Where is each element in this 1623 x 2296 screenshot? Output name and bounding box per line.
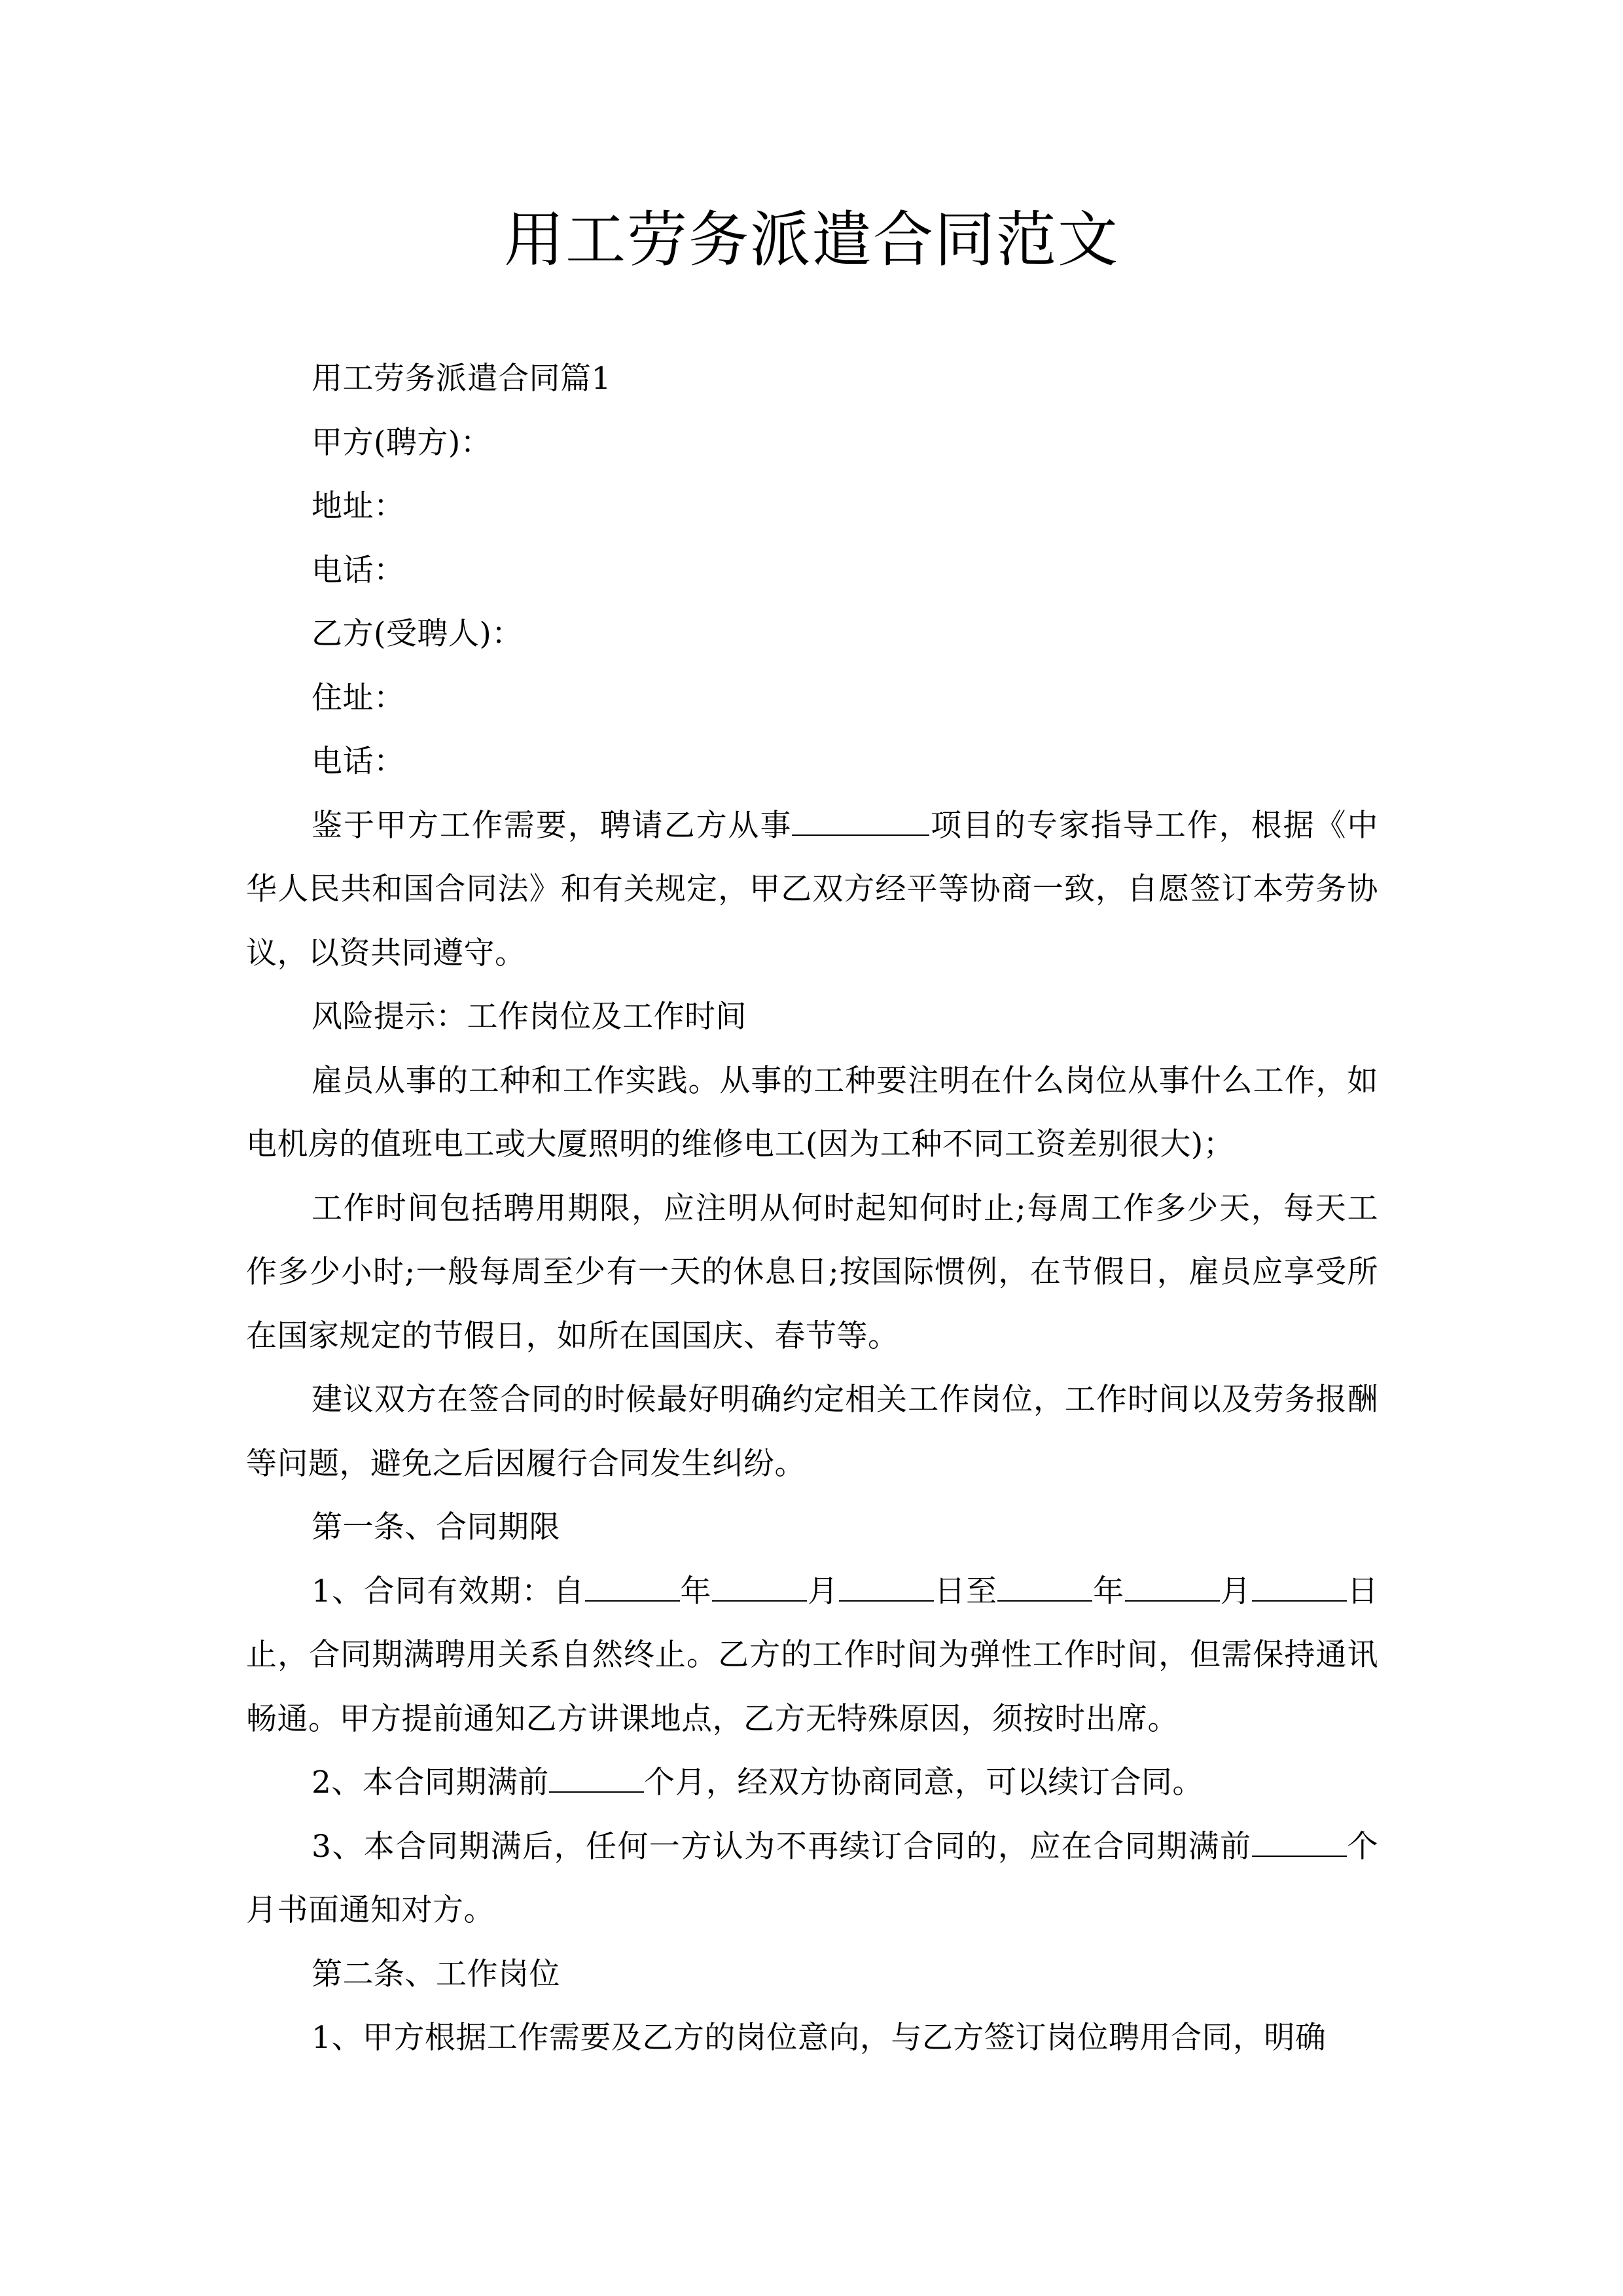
renewal-text-2: 个月，经双方协商同意，可以续订合同。 xyxy=(643,1765,1204,1801)
project-name-blank xyxy=(792,808,929,836)
term-text-day-to: 日至 xyxy=(934,1573,998,1609)
document-title: 用工劳务派遣合同范文 xyxy=(503,205,1119,275)
term-text-month-2: 月 xyxy=(1219,1573,1252,1609)
advice-paragraph: 建议双方在签合同的时候最好明确约定相关工作岗位，工作时间以及劳务报酬等问题，避免之后因履行合同发生纠纷。 xyxy=(246,1382,1378,1482)
non-renewal-text-2: 个月书面通知对方。 xyxy=(246,1828,1379,1928)
start-month-blank xyxy=(712,1574,807,1602)
term-text-rest: 日止，合同期满聘用关系自然终止。乙方的工作时间为弹性工作时间，但需保持通讯畅通。甲方提前通知乙方讲课地点，乙方无特殊原因，须按时出席。 xyxy=(246,1573,1379,1737)
work-time-paragraph: 工作时间包括聘用期限，应注明从何时起知何时止;每周工作多少天，每天工作多少小时;一般每周至少有一天的休息日;按国际惯例，在节假日，雇员应享受所在国家规定的节假日，如所在国国庆、春节等。 xyxy=(246,1190,1378,1354)
term-text-from: 1、合同有效期：自 xyxy=(312,1573,585,1609)
end-month-blank xyxy=(1125,1574,1220,1602)
party-a-phone-label: 电话： xyxy=(312,552,405,588)
preamble-text-1: 鉴于甲方工作需要，聘请乙方从事 xyxy=(312,807,793,844)
term-text-month-1: 月 xyxy=(806,1573,840,1609)
party-a-address-label: 地址： xyxy=(312,488,405,524)
section-heading-part-1: 用工劳务派遣合同篇1 xyxy=(312,361,611,397)
renewal-paragraph xyxy=(246,1751,1378,1815)
party-b-residence-label: 住址： xyxy=(312,679,405,716)
article-1-heading: 第一条、合同期限 xyxy=(312,1509,560,1545)
start-day-blank xyxy=(839,1574,934,1602)
document-body xyxy=(246,347,1378,2070)
job-position-paragraph: 1、甲方根据工作需要及乙方的岗位意向，与乙方签订岗位聘用合同，明确 xyxy=(312,2020,1327,2056)
party-a-label: 甲方(聘方)： xyxy=(312,424,492,461)
party-b-label: 乙方(受聘人)： xyxy=(312,616,523,652)
non-renewal-paragraph xyxy=(246,1815,1378,1943)
article-2-heading: 第二条、工作岗位 xyxy=(312,1956,560,1992)
term-text-year-2: 年 xyxy=(1092,1573,1125,1609)
preamble-paragraph xyxy=(246,794,1378,986)
end-year-blank xyxy=(997,1574,1092,1602)
term-text-year-1: 年 xyxy=(679,1573,712,1609)
risk-notice-heading: 风险提示：工作岗位及工作时间 xyxy=(312,999,747,1035)
preamble-text-2: 项目的专家指导工作，根据《中华人民共和国合同法》和有关规定，甲乙双方经平等协商一致，自愿签订本劳务协议，以资共同遵守。 xyxy=(246,807,1379,971)
non-renewal-text-1: 3、本合同期满后，任何一方认为不再续订合同的，应在合同期满前 xyxy=(312,1828,1252,1865)
notice-months-blank xyxy=(1252,1829,1347,1857)
start-year-blank xyxy=(585,1574,680,1602)
job-type-paragraph: 雇员从事的工种和工作实践。从事的工种要注明在什么岗位从事什么工作，如电机房的值班电工或大厦照明的维修电工(因为工种不同工资差别很大)； xyxy=(246,1062,1378,1162)
renewal-text-1: 2、本合同期满前 xyxy=(312,1765,549,1801)
contract-term-paragraph xyxy=(246,1560,1378,1751)
party-b-phone-label: 电话： xyxy=(312,744,405,780)
renewal-months-blank xyxy=(549,1765,644,1793)
end-day-blank xyxy=(1252,1574,1347,1602)
